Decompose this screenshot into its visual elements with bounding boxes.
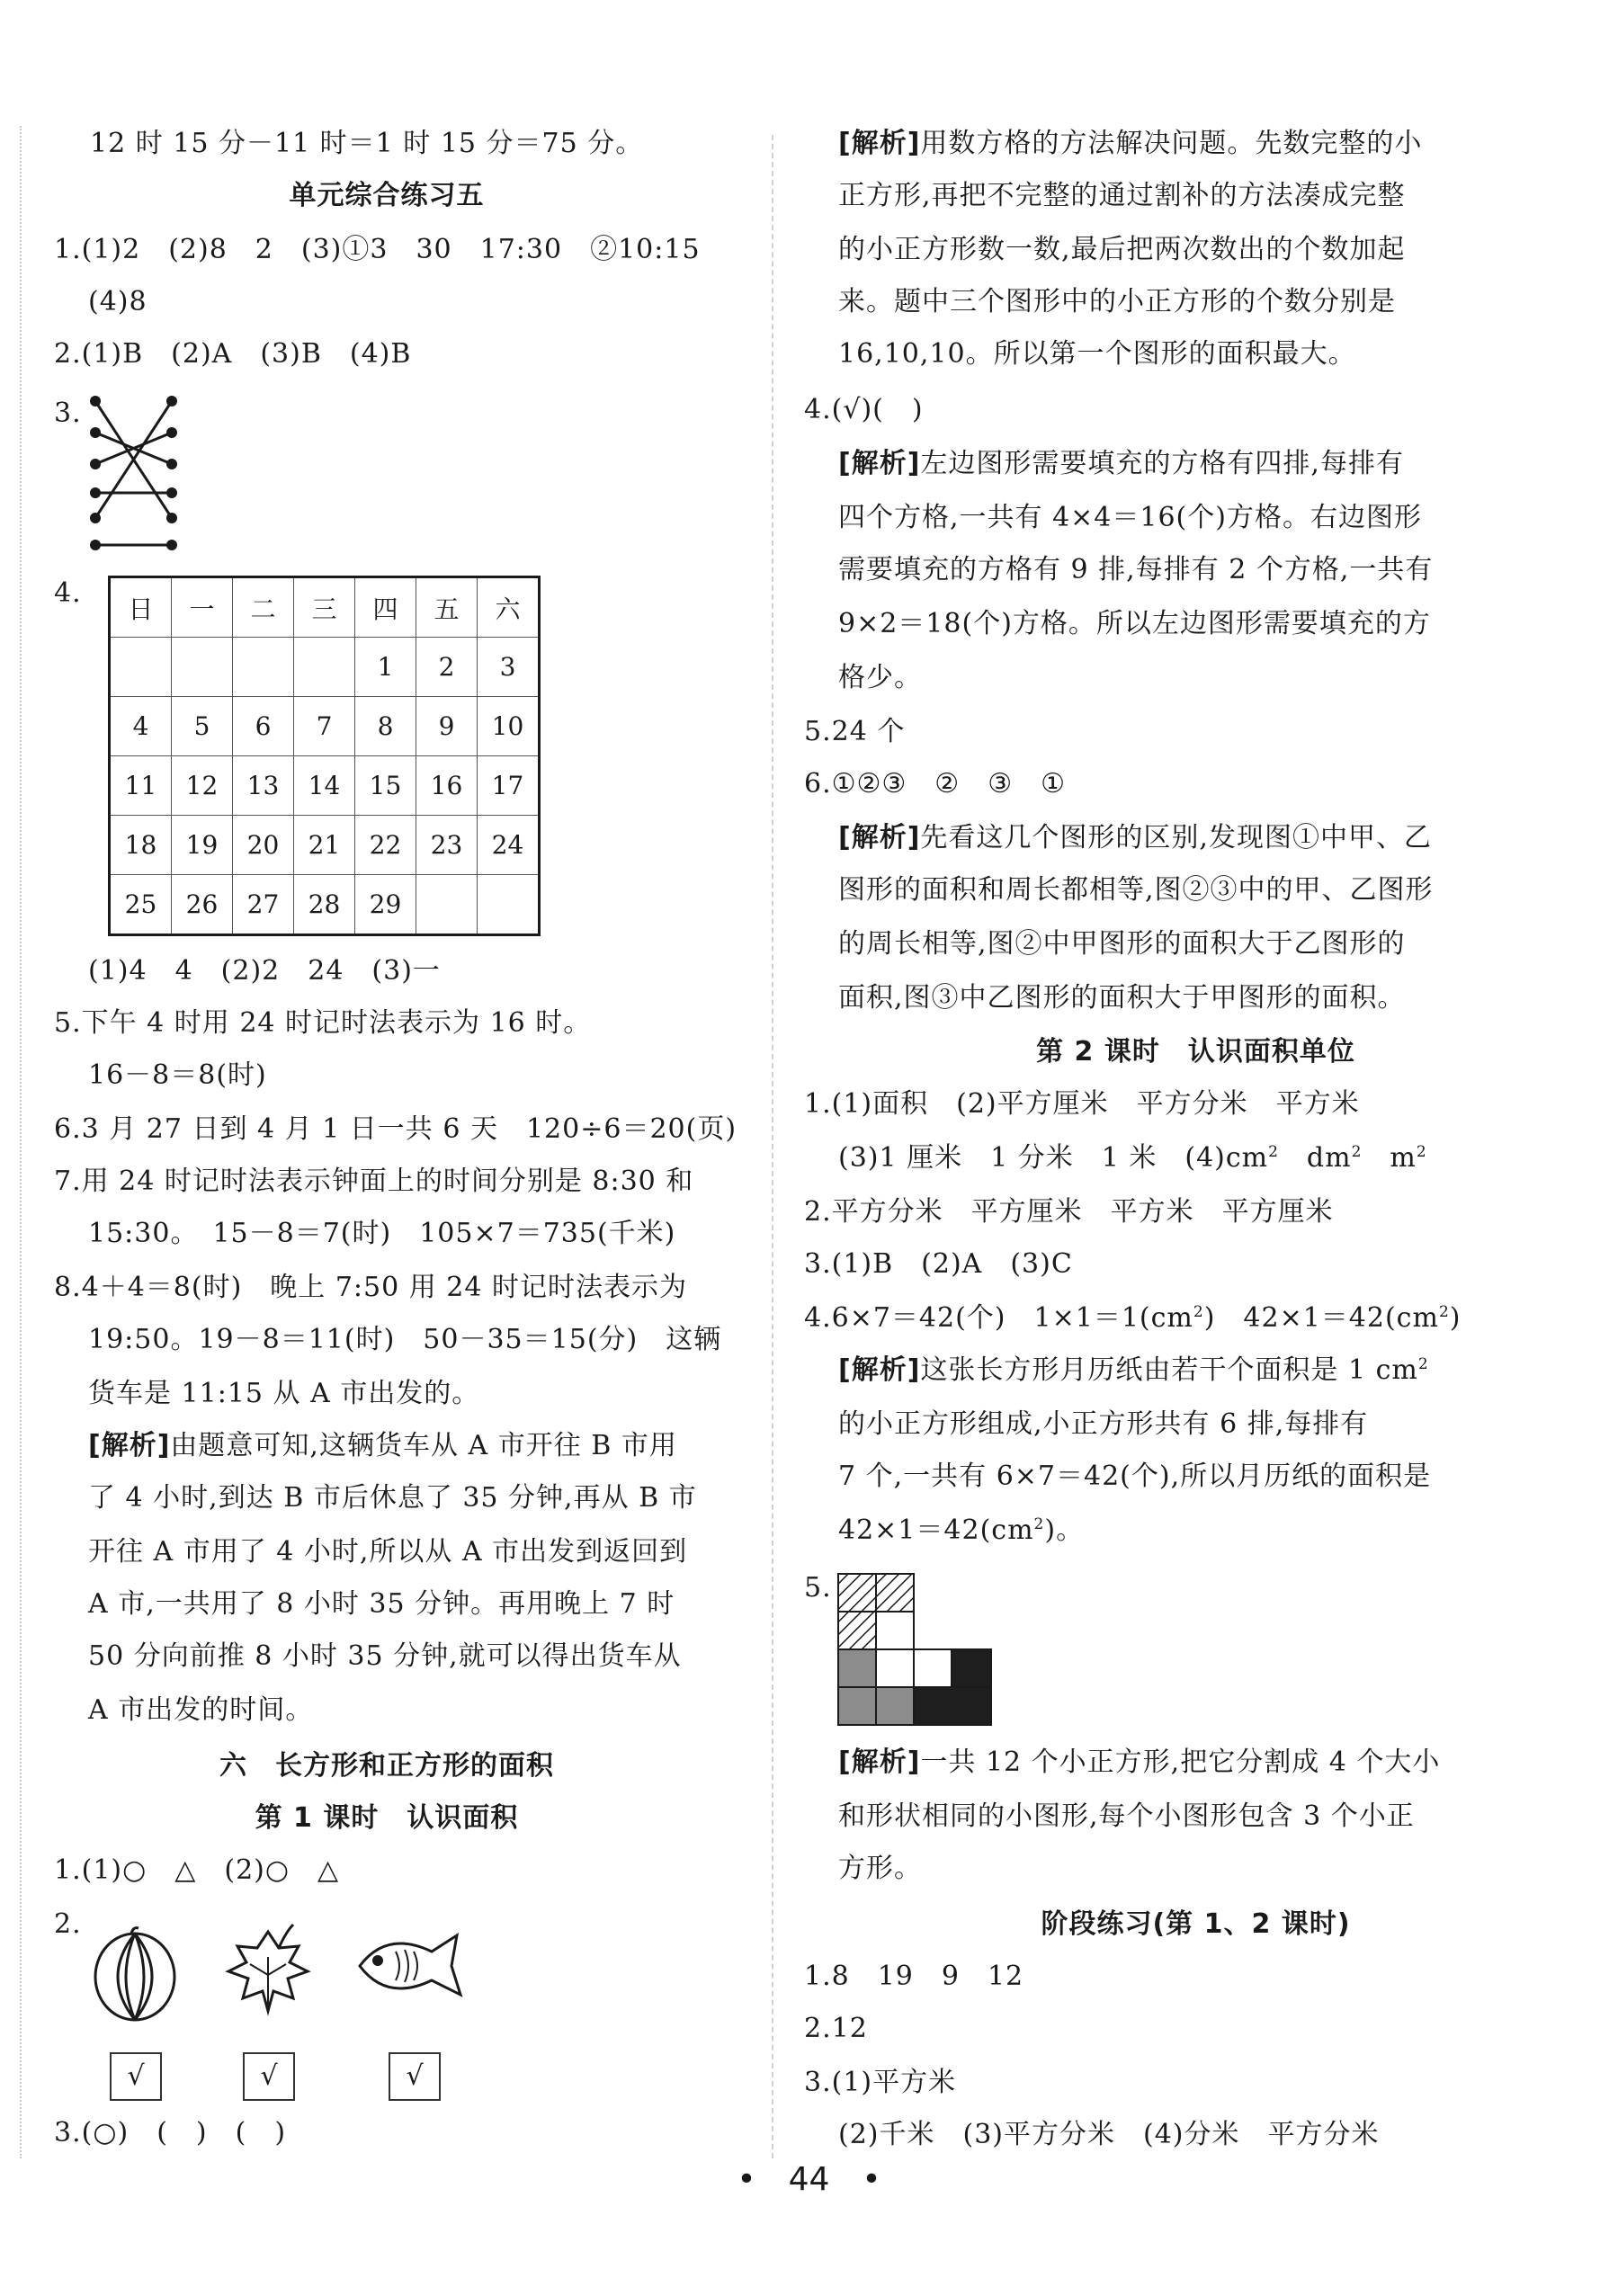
lesson1-q2-number: 2.	[54, 1908, 82, 1940]
calendar-header: 五	[416, 577, 478, 638]
lesson2-q3-answer: 3.(1)B (2)A (3)C	[804, 1248, 1073, 1280]
lesson2-q4-explanation-line: 7 个,一共有 6×7＝42(个),所以月历纸的面积是	[838, 1461, 1432, 1492]
calendar-cell: 23	[416, 816, 478, 875]
r-q4-explanation-line: 需要填充的方格有 9 排,每排有 2 个方格,一共有	[838, 554, 1434, 585]
calendar-cell: 16	[416, 756, 478, 816]
heading-chapter6: 六 长方形和正方形的面积	[219, 1750, 554, 1782]
q4-answer: (1)4 4 (2)2 24 (3)一	[88, 955, 441, 987]
explanation-text: 这张长方形月历纸由若干个面积是 1 cm	[920, 1354, 1418, 1386]
r-q4-explanation	[838, 446, 1404, 482]
calendar-cell: 7	[294, 697, 355, 756]
q1-answer-cont: (4)8	[88, 286, 147, 317]
lesson1-q3-answer: 3.(○) ( ) ( )	[54, 2117, 287, 2149]
calendar-cell: 14	[294, 756, 355, 816]
r-q6-answer: 6.①②③ ② ③ ①	[804, 768, 1066, 800]
calendar-cell: 11	[110, 756, 172, 816]
q7-answer: 7.用 24 时记时法表示钟面上的时间分别是 8:30 和	[54, 1166, 694, 1197]
stage-q3-answer-cont: (2)千米 (3)平方分米 (4)分米 平方分米	[838, 2119, 1380, 2150]
q4-number: 4.	[54, 577, 82, 609]
q8-answer: 8.4＋4＝8(时) 晚上 7:50 用 24 时记时法表示为	[54, 1272, 687, 1303]
calendar-header: 二	[233, 577, 294, 638]
q6-answer: 6.3 月 27 日到 4 月 1 日一共 6 天 120÷6＝20(页)	[54, 1113, 737, 1145]
column-divider	[772, 135, 773, 2158]
explanation-tag: [解析]	[838, 822, 921, 853]
calendar-cell	[294, 638, 355, 697]
calendar-header: 六	[478, 577, 540, 638]
q3-explanation-line: 16,10,10。所以第一个图形的面积最大。	[838, 338, 1356, 370]
q8-answer-cont: 19:50。19－8＝11(时) 50－35＝15(分) 这辆	[88, 1324, 722, 1355]
q3-explanation-line: 正方形,再把不完整的通过割补的方法凑成完整	[838, 180, 1406, 211]
calendar-cell: 8	[355, 697, 416, 756]
equation-part: 4.6×7＝42(个) 1×1＝1(cm	[804, 1302, 1193, 1334]
lesson2-q4-explanation-line: 的小正方形组成,小正方形共有 6 排,每排有	[838, 1408, 1369, 1440]
checkbox-watermelon: √	[110, 2052, 162, 2101]
calendar-cell: 20	[233, 816, 294, 875]
heading-unit5: 单元综合练习五	[289, 180, 485, 211]
explanation-text: 由题意可知,这辆货车从 A 市开往 B 市用	[170, 1430, 677, 1461]
r-q5-answer: 5.24 个	[804, 716, 906, 747]
calendar-row	[110, 638, 540, 697]
explanation-text: 先看这几个图形的区别,发现图①中甲、乙	[920, 822, 1432, 853]
units-text: (3)1 厘米 1 分米 1 米 (4)cm	[838, 1142, 1269, 1174]
calendar-cell: 17	[478, 756, 540, 816]
explanation-tag: [解析]	[838, 1747, 921, 1778]
calendar-cell: 10	[478, 697, 540, 756]
superscript-2: 2	[1417, 1355, 1429, 1373]
lesson2-q1-answer-cont	[838, 1140, 1427, 1176]
lesson2-q5-explanation	[838, 1745, 1440, 1781]
superscript-2: 2	[1416, 1143, 1427, 1161]
equation-part: 42×1＝42(cm	[838, 1514, 1034, 1546]
calendar-cell	[416, 875, 478, 935]
calendar-cell: 28	[294, 875, 355, 935]
q8-answer-cont2: 货车是 11:15 从 A 市出发的。	[88, 1378, 480, 1409]
superscript-2: 2	[1033, 1515, 1045, 1533]
page-number: • 44 •	[737, 2161, 881, 2198]
stage-q2-answer: 2.12	[804, 2013, 868, 2044]
calendar-cell: 26	[172, 875, 233, 935]
explanation-tag: [解析]	[88, 1430, 171, 1461]
heading-lesson2: 第 2 课时 认识面积单位	[1036, 1036, 1355, 1068]
calendar-row	[110, 816, 540, 875]
calendar-cell: 4	[110, 697, 172, 756]
calendar-header: 一	[172, 577, 233, 638]
calendar-header: 三	[294, 577, 355, 638]
calendar-cell: 13	[233, 756, 294, 816]
q7-answer-cont: 15:30。 15－8＝7(时) 105×7＝735(千米)	[88, 1218, 676, 1249]
r-q6-explanation-line: 面积,图③中乙图形的面积大于甲图形的面积。	[838, 982, 1406, 1014]
explanation-tag: [解析]	[838, 448, 921, 479]
heading-stage-practice: 阶段练习(第 1、2 课时)	[1041, 1908, 1351, 1940]
r-q6-explanation	[838, 820, 1432, 856]
lesson2-q5-number: 5.	[804, 1572, 832, 1604]
q3-number: 3.	[54, 398, 82, 429]
equation-part: ) 42×1＝42(cm	[1203, 1302, 1439, 1334]
stage-q3-answer: 3.(1)平方米	[804, 2067, 957, 2098]
q3-explanation	[838, 126, 1422, 162]
superscript-2: 2	[1268, 1143, 1279, 1161]
calendar-cell: 1	[355, 638, 416, 697]
lesson2-q1-answer: 1.(1)面积 (2)平方厘米 平方分米 平方米	[804, 1088, 1360, 1120]
q3-explanation-line: 的小正方形数一数,最后把两次数出的个数加起	[838, 234, 1406, 265]
calendar-cell: 12	[172, 756, 233, 816]
calendar-cell: 5	[172, 697, 233, 756]
lesson2-q4-explanation	[838, 1353, 1429, 1389]
lesson2-q4-explanation-line	[838, 1513, 1084, 1549]
calendar-cell: 9	[416, 697, 478, 756]
calendar-header: 日	[110, 577, 172, 638]
matching-lines-diagram	[86, 392, 185, 554]
calendar-cell	[172, 638, 233, 697]
superscript-2: 2	[1351, 1143, 1363, 1161]
calendar-cell	[233, 638, 294, 697]
q1-answer: 1.(1)2 (2)8 2 (3)①3 30 17:30 ②10:15	[54, 234, 701, 265]
heading-lesson1: 第 1 课时 认识面积	[255, 1802, 519, 1834]
fish-icon	[351, 1925, 472, 2006]
q5-answer: 5.下午 4 时用 24 时记时法表示为 16 时。	[54, 1007, 592, 1039]
calendar-cell: 24	[478, 816, 540, 875]
unit-m: m	[1362, 1142, 1417, 1174]
q2-answer: 2.(1)B (2)A (3)B (4)B	[54, 338, 412, 370]
line-time-diff: 12 时 15 分－11 时＝1 时 15 分＝75 分。	[90, 128, 644, 159]
calendar-cell: 27	[233, 875, 294, 935]
calendar-cell: 25	[110, 875, 172, 935]
q8-explanation-line: A 市出发的时间。	[88, 1694, 314, 1726]
superscript-2: 2	[1438, 1303, 1450, 1321]
calendar-header: 四	[355, 577, 416, 638]
q8-explanation-line: 开往 A 市用了 4 小时,所以从 A 市出发到返回到	[88, 1536, 688, 1568]
explanation-tag: [解析]	[838, 128, 921, 159]
explanation-text: 用数方格的方法解决问题。先数完整的小	[920, 128, 1423, 159]
checkbox-fish: √	[389, 2052, 441, 2101]
lesson2-q4-answer	[804, 1300, 1461, 1336]
q8-explanation-line: A 市,一共用了 8 小时 35 分钟。再用晚上 7 时	[88, 1588, 675, 1620]
q8-explanation	[88, 1428, 677, 1464]
r-q6-explanation-line: 图形的面积和周长都相等,图②③中的甲、乙图形	[838, 874, 1434, 906]
unit-dm: dm	[1278, 1142, 1352, 1174]
calendar-header-row	[110, 577, 540, 638]
lesson1-q1-answer: 1.(1)○ △ (2)○ △	[54, 1854, 340, 1886]
calendar-cell: 22	[355, 816, 416, 875]
calendar-cell: 2	[416, 638, 478, 697]
calendar-cell: 3	[478, 638, 540, 697]
superscript-2: 2	[1193, 1303, 1204, 1321]
calendar-cell: 29	[355, 875, 416, 935]
q3-explanation-line: 来。题中三个图形中的小正方形的个数分别是	[838, 286, 1396, 317]
r-q6-explanation-line: 的周长相等,图②中甲图形的面积大于乙图形的	[838, 928, 1406, 960]
stage-q1-answer: 1.8 19 9 12	[804, 1961, 1024, 1992]
q8-explanation-line: 50 分向前推 8 小时 35 分钟,就可以得出货车从	[88, 1640, 682, 1672]
lesson2-q2-answer: 2.平方分米 平方厘米 平方米 平方厘米	[804, 1196, 1334, 1228]
explanation-text: 一共 12 个小正方形,把它分割成 4 个大小	[920, 1747, 1441, 1778]
lesson2-q5-explanation-line: 方形。	[838, 1853, 922, 1884]
calendar-table	[108, 576, 541, 936]
r-q4-explanation-line: 四个方格,一共有 4×4＝16(个)方格。右边图形	[838, 502, 1422, 533]
leaf-icon	[223, 1921, 313, 2020]
equation-part: )	[1449, 1302, 1462, 1334]
calendar-row	[110, 875, 540, 935]
margin-rule	[20, 126, 22, 2158]
lesson2-q5-explanation-line: 和形状相同的小图形,每个小图形包含 3 个小正	[838, 1800, 1415, 1832]
calendar-cell: 18	[110, 816, 172, 875]
calendar-cell	[110, 638, 172, 697]
calendar-cell: 6	[233, 697, 294, 756]
r-q4-explanation-line: 9×2＝18(个)方格。所以左边图形需要填充的方	[838, 608, 1431, 639]
r-q4-explanation-line: 格少。	[838, 662, 922, 693]
calendar-cell: 15	[355, 756, 416, 816]
equation-part: )。	[1044, 1514, 1085, 1546]
calendar-row	[110, 756, 540, 816]
calendar-cell	[478, 875, 540, 935]
calendar-cell: 19	[172, 816, 233, 875]
grid-partition-diagram	[836, 1572, 995, 1729]
q8-explanation-line: 了 4 小时,到达 B 市后休息了 35 分钟,再从 B 市	[88, 1482, 697, 1514]
watermelon-icon	[90, 1925, 180, 2024]
calendar-row	[110, 697, 540, 756]
explanation-text: 左边图形需要填充的方格有四排,每排有	[920, 448, 1404, 479]
calendar-cell: 21	[294, 816, 355, 875]
explanation-tag: [解析]	[838, 1354, 921, 1386]
checkbox-leaf: √	[243, 2052, 295, 2101]
q5-answer-cont: 16－8＝8(时)	[88, 1059, 267, 1091]
r-q4-answer: 4.(√)( )	[804, 394, 924, 425]
